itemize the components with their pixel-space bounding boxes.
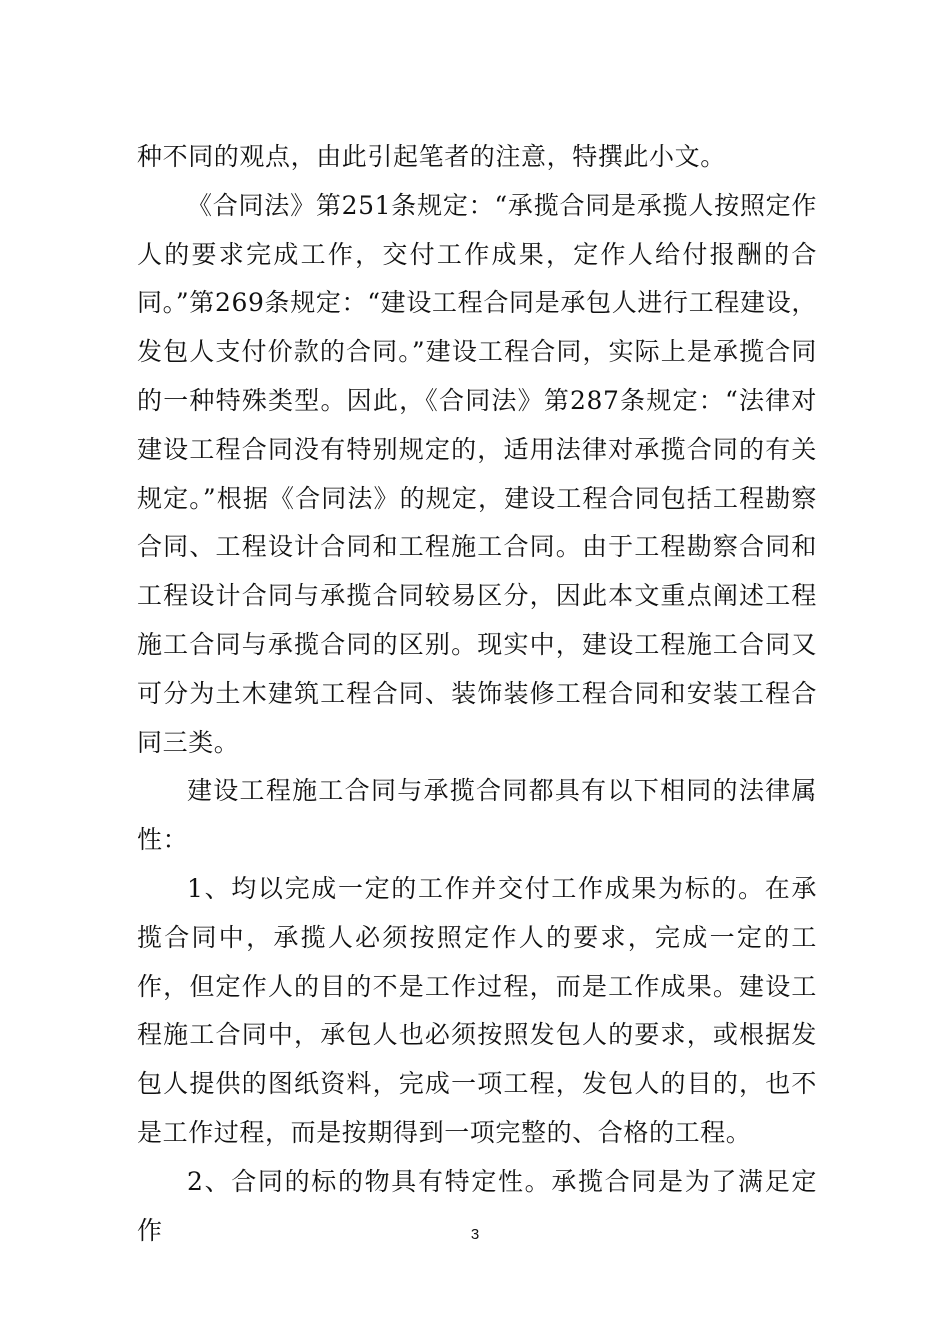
paragraph-2: 《合同法》第251条规定：“承揽合同是承揽人按照定作人的要求完成工作，交付工作成果，定作人给付报酬的合同。”第269条规定：“建设工程合同是承包人进行工程建设，发包人支付价款的合同。”建设工程合同，实际上是承揽合同的一种特殊类型。因此，《合同法》第287条规定：“法律对建设工程合同没有特别规定的，适用法律对承揽合同的有关规定。”根据《合同法》的规定，建设工程合同包括工程勘察合同、工程设计合同和工程施工合同。由于工程勘察合同和工程设计合同与承揽合同较易区分，因此本文重点阐述工程施工合同与承揽合同的区别。现实中，建设工程施工合同又可分为土木建筑工程合同、装饰装修工程合同和安装工程合同三类。 bbox=[137, 190, 817, 757]
paragraph-1: 种不同的观点，由此引起笔者的注意，特撰此小文。 bbox=[137, 142, 726, 171]
paragraph-5: 2、合同的标的物具有特定性。承揽合同是为了满足定作 bbox=[137, 1166, 817, 1245]
paragraph-3: 建设工程施工合同与承揽合同都具有以下相同的法律属性： bbox=[137, 776, 817, 855]
page-number: 3 bbox=[470, 1226, 480, 1243]
document-body bbox=[137, 133, 817, 1255]
paragraph-4: 1、均以完成一定的工作并交付工作成果为标的。在承揽合同中，承揽人必须按照定作人的要求，完成一定的工作，但定作人的目的不是工作过程，而是工作成果。建设工程施工合同中，承包人也必须按照发包人的要求，或根据发包人提供的图纸资料，完成一项工程，发包人的目的，也不是工作过程，而是按期得到一项完整的、合格的工程。 bbox=[137, 873, 817, 1147]
